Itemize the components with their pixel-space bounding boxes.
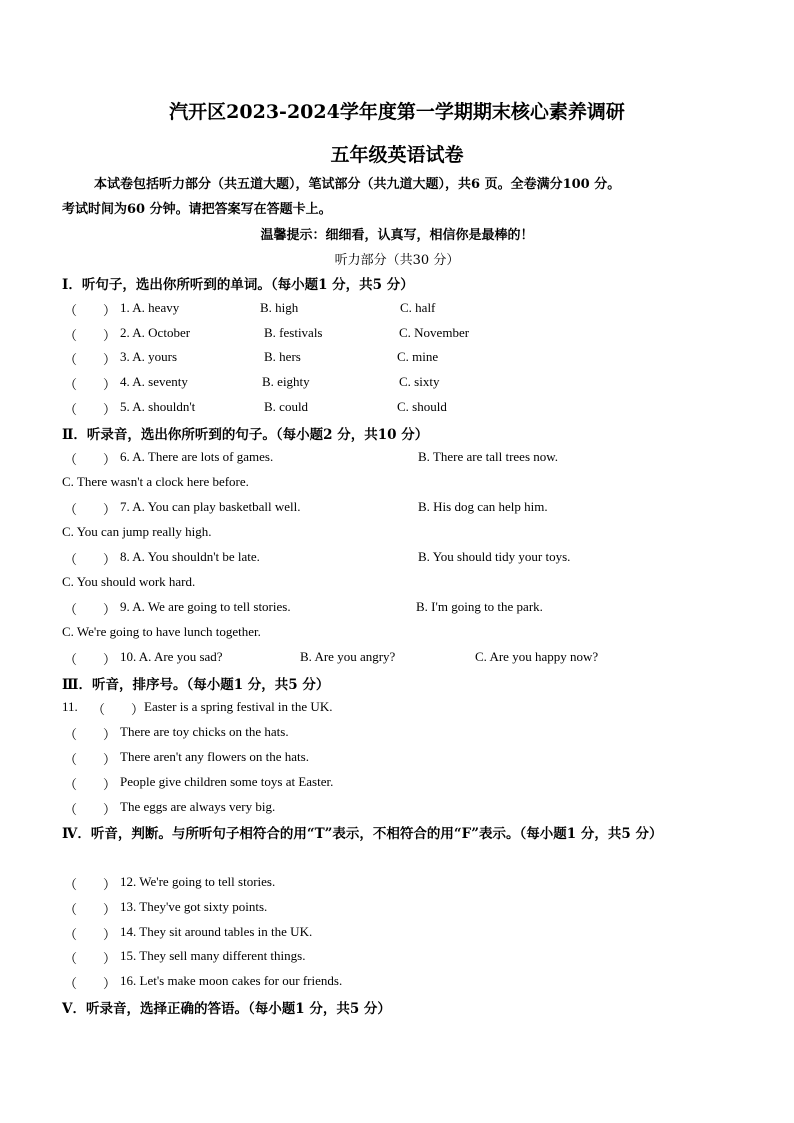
answer-blank[interactable]: （ ） bbox=[64, 752, 117, 767]
page-subtitle: 五年级英语试卷 bbox=[330, 144, 464, 166]
option-b: B. festivals bbox=[264, 325, 323, 340]
question-row bbox=[62, 325, 752, 345]
answer-blank[interactable]: （ ） bbox=[64, 303, 117, 318]
listening-part-heading: 听力部分（共30 分） bbox=[334, 253, 460, 268]
option-b: B. I'm going to the park. bbox=[416, 599, 543, 614]
answer-blank[interactable]: （ ） bbox=[64, 802, 117, 817]
option-a: 4. A. seventy bbox=[120, 374, 188, 389]
sentence: 12. We're going to tell stories. bbox=[120, 874, 276, 889]
section-4-heading: Ⅳ．听音，判断。与所听句子相符合的用“T”表示，不相符合的用“F”表示。（每小题1 分，共5 分） bbox=[62, 826, 663, 842]
answer-blank[interactable]: （ ） bbox=[64, 927, 117, 942]
option-a: 7. A. You can play basketball well. bbox=[120, 499, 301, 514]
option-a: 1. A. heavy bbox=[120, 300, 180, 315]
option-c: C. sixty bbox=[399, 374, 440, 389]
option-b: B. Are you angry? bbox=[300, 649, 396, 664]
sentence: 16. Let's make moon cakes for our friends. bbox=[120, 973, 343, 988]
section-5-heading: V．听录音，选择正确的答语。（每小题1 分，共5 分） bbox=[62, 1001, 391, 1017]
answer-blank[interactable]: （ ） bbox=[64, 352, 117, 367]
option-b: B. hers bbox=[264, 349, 301, 364]
option-c: C. We're going to have lunch together. bbox=[62, 624, 261, 639]
question-row bbox=[62, 874, 752, 894]
question-row bbox=[62, 449, 752, 469]
sentence: 15. They sell many different things. bbox=[120, 948, 306, 963]
option-c: C. There wasn't a clock here before. bbox=[62, 474, 249, 489]
option-c: C. You can jump really high. bbox=[62, 524, 212, 539]
option-a: 10. A. Are you sad? bbox=[120, 649, 223, 664]
option-b: B. could bbox=[264, 399, 309, 414]
section-2-heading: Ⅱ．听录音，选出你所听到的句子。（每小题2 分，共10 分） bbox=[62, 427, 429, 443]
question-row bbox=[62, 599, 752, 619]
question-row bbox=[62, 799, 752, 819]
option-c: C. November bbox=[399, 325, 470, 340]
option-c: C. Are you happy now? bbox=[475, 649, 599, 664]
answer-blank[interactable]: （ ） bbox=[64, 452, 117, 467]
answer-blank[interactable]: （ ） bbox=[64, 502, 117, 517]
question-row bbox=[62, 649, 752, 669]
option-c: C. You should work hard. bbox=[62, 574, 196, 589]
answer-blank[interactable]: （ ） bbox=[92, 702, 145, 717]
question-row bbox=[62, 499, 752, 519]
section-3-heading: Ⅲ．听音，排序号。（每小题1 分，共5 分） bbox=[62, 677, 330, 693]
question-row bbox=[62, 699, 752, 719]
instructions-line-1: 本试卷包括听力部分（共五道大题），笔试部分（共九道大题），共6 页。全卷满分100 分。 bbox=[94, 177, 621, 192]
question-row bbox=[62, 899, 752, 919]
answer-blank[interactable]: （ ） bbox=[64, 377, 117, 392]
question-row bbox=[62, 973, 752, 993]
option-a: 3. A. yours bbox=[120, 349, 178, 364]
sentence: People give children some toys at Easter. bbox=[120, 774, 334, 789]
option-b: B. high bbox=[260, 300, 299, 315]
sentence: There aren't any flowers on the hats. bbox=[120, 749, 309, 764]
question-row bbox=[62, 349, 752, 369]
question-row bbox=[62, 774, 752, 794]
answer-blank[interactable]: （ ） bbox=[64, 951, 117, 966]
answer-blank[interactable]: （ ） bbox=[64, 652, 117, 667]
option-a: 5. A. shouldn't bbox=[120, 399, 196, 414]
warm-tip: 温馨提示：细细看，认真写，相信你是最棒的！ bbox=[260, 228, 534, 243]
option-c: C. half bbox=[400, 300, 436, 315]
sentence: 14. They sit around tables in the UK. bbox=[120, 924, 313, 939]
instructions-line-2: 考试时间为60 分钟。请把答案写在答题卡上。 bbox=[62, 202, 332, 217]
question-row bbox=[62, 549, 752, 569]
question-row bbox=[62, 724, 752, 744]
option-a: 9. A. We are going to tell stories. bbox=[120, 599, 291, 614]
answer-blank[interactable]: （ ） bbox=[64, 328, 117, 343]
option-b: B. His dog can help him. bbox=[418, 499, 548, 514]
answer-blank[interactable]: （ ） bbox=[64, 552, 117, 567]
question-number: 11. bbox=[62, 699, 78, 714]
answer-blank[interactable]: （ ） bbox=[64, 902, 117, 917]
exam-instructions bbox=[62, 172, 752, 222]
page-title: 汽开区2023-2024学年度第一学期期末核心素养调研 bbox=[169, 101, 625, 123]
answer-blank[interactable]: （ ） bbox=[64, 877, 117, 892]
option-a: 8. A. You shouldn't be late. bbox=[120, 549, 260, 564]
option-a: 6. A. There are lots of games. bbox=[120, 449, 274, 464]
question-row bbox=[62, 300, 752, 320]
question-row bbox=[62, 924, 752, 944]
answer-blank[interactable]: （ ） bbox=[64, 602, 117, 617]
option-c: C. mine bbox=[397, 349, 439, 364]
section-1-heading: I．听句子，选出你所听到的单词。（每小题1 分，共5 分） bbox=[62, 277, 414, 293]
answer-blank[interactable]: （ ） bbox=[64, 727, 117, 742]
sentence: Easter is a spring festival in the UK. bbox=[144, 699, 333, 714]
sentence: There are toy chicks on the hats. bbox=[120, 724, 289, 739]
question-row bbox=[62, 749, 752, 769]
question-row bbox=[62, 948, 752, 968]
question-row bbox=[62, 374, 752, 394]
sentence: 13. They've got sixty points. bbox=[120, 899, 268, 914]
option-a: 2. A. October bbox=[120, 325, 191, 340]
answer-blank[interactable]: （ ） bbox=[64, 402, 117, 417]
sentence: The eggs are always very big. bbox=[120, 799, 276, 814]
answer-blank[interactable]: （ ） bbox=[64, 777, 117, 792]
option-b: B. You should tidy your toys. bbox=[418, 549, 571, 564]
option-b: B. There are tall trees now. bbox=[418, 449, 559, 464]
question-row bbox=[62, 399, 752, 419]
option-b: B. eighty bbox=[262, 374, 310, 389]
answer-blank[interactable]: （ ） bbox=[64, 976, 117, 991]
option-c: C. should bbox=[397, 399, 447, 414]
